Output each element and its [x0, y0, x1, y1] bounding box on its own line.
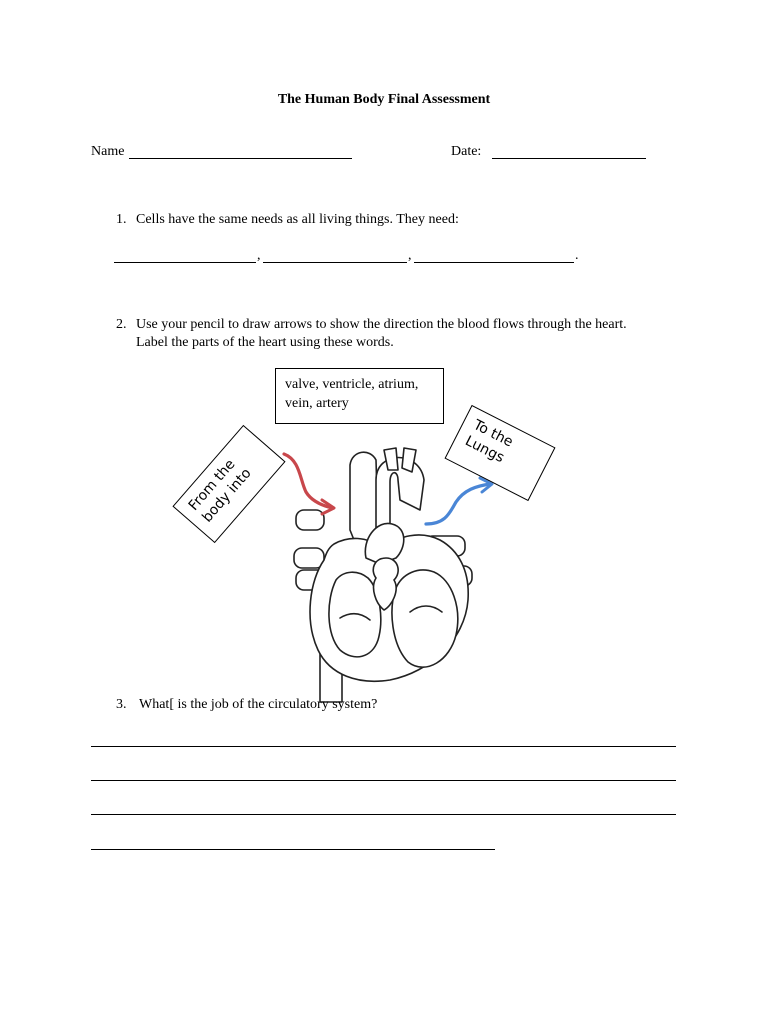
question-1-text: Cells have the same needs as all living things. They need: — [136, 212, 459, 227]
name-field[interactable] — [129, 158, 352, 159]
q1-separator-2: , — [408, 248, 412, 263]
q3-answer-line-1[interactable] — [91, 746, 676, 747]
tag-from-body: From the body into — [172, 425, 285, 543]
q1-separator-1: , — [257, 248, 261, 263]
question-3-text: What[ is the job of the circulatory system? — [139, 697, 378, 712]
q1-answer-blank-2[interactable] — [263, 262, 407, 263]
page-title: The Human Body Final Assessment — [277, 92, 491, 107]
question-3-number: 3. — [116, 697, 127, 712]
question-2-number: 2. — [116, 317, 127, 332]
q3-answer-line-3[interactable] — [91, 814, 676, 815]
question-1-number: 1. — [116, 212, 127, 227]
question-2-line-1: Use your pencil to draw arrows to show the direction the blood flows through the heart. — [136, 317, 627, 332]
date-field[interactable] — [492, 158, 646, 159]
q1-answer-blank-3[interactable] — [414, 262, 574, 263]
q1-answer-blank-1[interactable] — [114, 262, 256, 263]
arrow-red-icon — [284, 454, 334, 514]
name-label: Name — [91, 144, 125, 159]
q1-end-period: . — [575, 248, 579, 263]
word-bank-box: valve, ventricle, atrium, vein, artery — [275, 368, 444, 424]
tag-to-lungs: To the Lungs — [445, 405, 556, 501]
q3-answer-line-4[interactable] — [91, 849, 495, 850]
q3-answer-line-2[interactable] — [91, 780, 676, 781]
date-label: Date: — [451, 144, 482, 159]
arrow-blue-icon — [426, 478, 492, 524]
question-2-line-2: Label the parts of the heart using these words. — [136, 335, 394, 350]
